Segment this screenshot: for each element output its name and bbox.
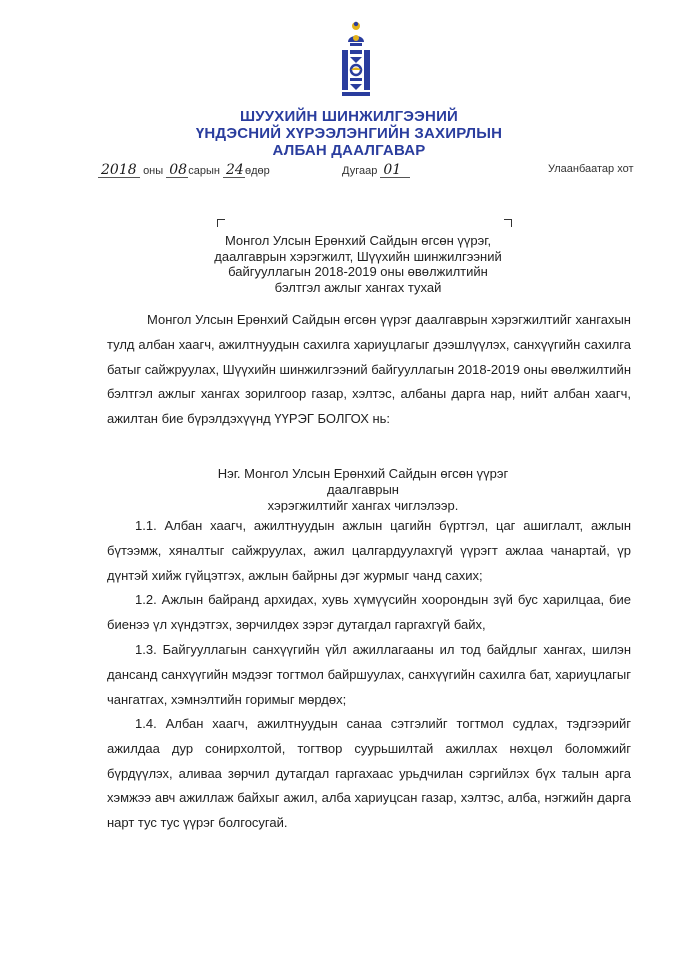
organization-name-line2: ҮНДЭСНИЙ ХҮРЭЭЛЭНГИЙН ЗАХИРЛЫН <box>195 125 503 142</box>
intro-paragraph: Монгол Улсын Ерөнхий Сайдын өгсөн үүрэг даалгаврын хэрэгжилтийг хангахын тулд албан хаагч, ажилтнуудын сахилга хариуцлагыг дээшлүүлэх, санхүүгийн сахилга батыг сайжруулах, Шүүхийн шинжилгээний байгууллагын 2018-2019 оны өвөлжилтийн бэлтгэл ажлыг хангах зорилгоор газар, хэлтэс, албаны дарга нар, нийт албан хаагч, ажилтан бие бүрэлдэхүүнд ҮҮРЭГ БОЛГОХ нь: <box>107 312 631 427</box>
date-month-suffix: сарын <box>188 165 220 177</box>
subject-line: Монгол Улсын Ерөнхий Сайдын өгсөн үүрэг, <box>224 233 492 248</box>
subject-bracket-right <box>504 219 512 227</box>
subject-line: байгууллагын 2018-2019 оны өвөлжилтийн <box>228 264 488 279</box>
number-label: Дугаар <box>342 165 378 177</box>
state-emblem-icon <box>334 20 378 102</box>
date-day-suffix: өдөр <box>245 165 270 177</box>
date-day: 24 <box>223 163 245 178</box>
item-1-3: 1.3. Байгууллагын санхүүгийн үйл ажиллагааны ил тод байдлыг хангах, шилэн дансанд санхүүгийн мэдээг тогтмол байршуулах, санхүүгийн сахилга бат, хариуцлагыг чангатгах, хэмнэлтийн горимыг мөрдөх; <box>107 642 631 707</box>
section-heading-line: Нэг. Монгол Улсын Ерөнхий Сайдын өгсөн үүрэг даалгаврын <box>217 466 509 497</box>
section-heading <box>180 466 546 514</box>
document-place: Улаанбаатар хот <box>548 163 634 175</box>
number-value: 01 <box>380 163 410 178</box>
item-1-2: 1.2. Ажлын байранд архидах, хувь хүмүүсийн хоорондын зүй бус харилцаа, бие биенээ үл хүндэтгэх, зөрчилдөх зэрэг дутагдал гаргахгүй байх, <box>107 592 631 632</box>
document-subject <box>190 233 526 295</box>
date-year: 2018 <box>98 163 140 178</box>
document-date <box>98 163 270 178</box>
document-number <box>342 163 410 178</box>
item-1-1: 1.1. Албан хаагч, ажилтнуудын ажлын цагийн бүртгэл, цаг ашиглалт, ажлын бүтээмж, хяналтыг сайжруулах, ажил цалгардуулахгүй үүрэгт ажлаа чанартай, үр дүнтэй хийж гүйцэтгэх, ажлын байрны дэг журмыг чанд сахих; <box>107 518 631 583</box>
subject-line: даалгаврын хэрэгжилт, Шүүхийн шинжилгээний <box>214 248 502 264</box>
subject-line: бэлтгэл ажлыг хангах тухай <box>274 279 442 295</box>
subject-bracket-left <box>217 219 225 227</box>
document-type-title: АЛБАН ДААЛГАВАР <box>272 142 426 159</box>
date-month: 08 <box>166 163 188 178</box>
date-year-suffix: оны <box>143 165 164 177</box>
organization-name-line1: ШУУХИЙН ШИНЖИЛГЭЭНИЙ <box>239 108 459 125</box>
item-1-4: 1.4. Албан хаагч, ажилтнуудын санаа сэтгэлийг тогтмол судлах, тэдгээрийг ажилдаа дур сонирхолтой, тогтвор суурьшилтай ажиллах нөхцөл боломжийг бүрдүүлэх, аливаа зөрчил дутагдал гаргахаас урьдчилан сэргийлэх бүх талын арга хэмжээ авч ажиллаж байхыг ажил, алба хариуцсан газар, хэлтэс, алба, нэгжийн дарга нарт тус тус үүрэг болгосугай. <box>107 716 631 831</box>
section-heading-line: хэрэгжилтийг хангах чиглэлээр. <box>267 498 459 513</box>
